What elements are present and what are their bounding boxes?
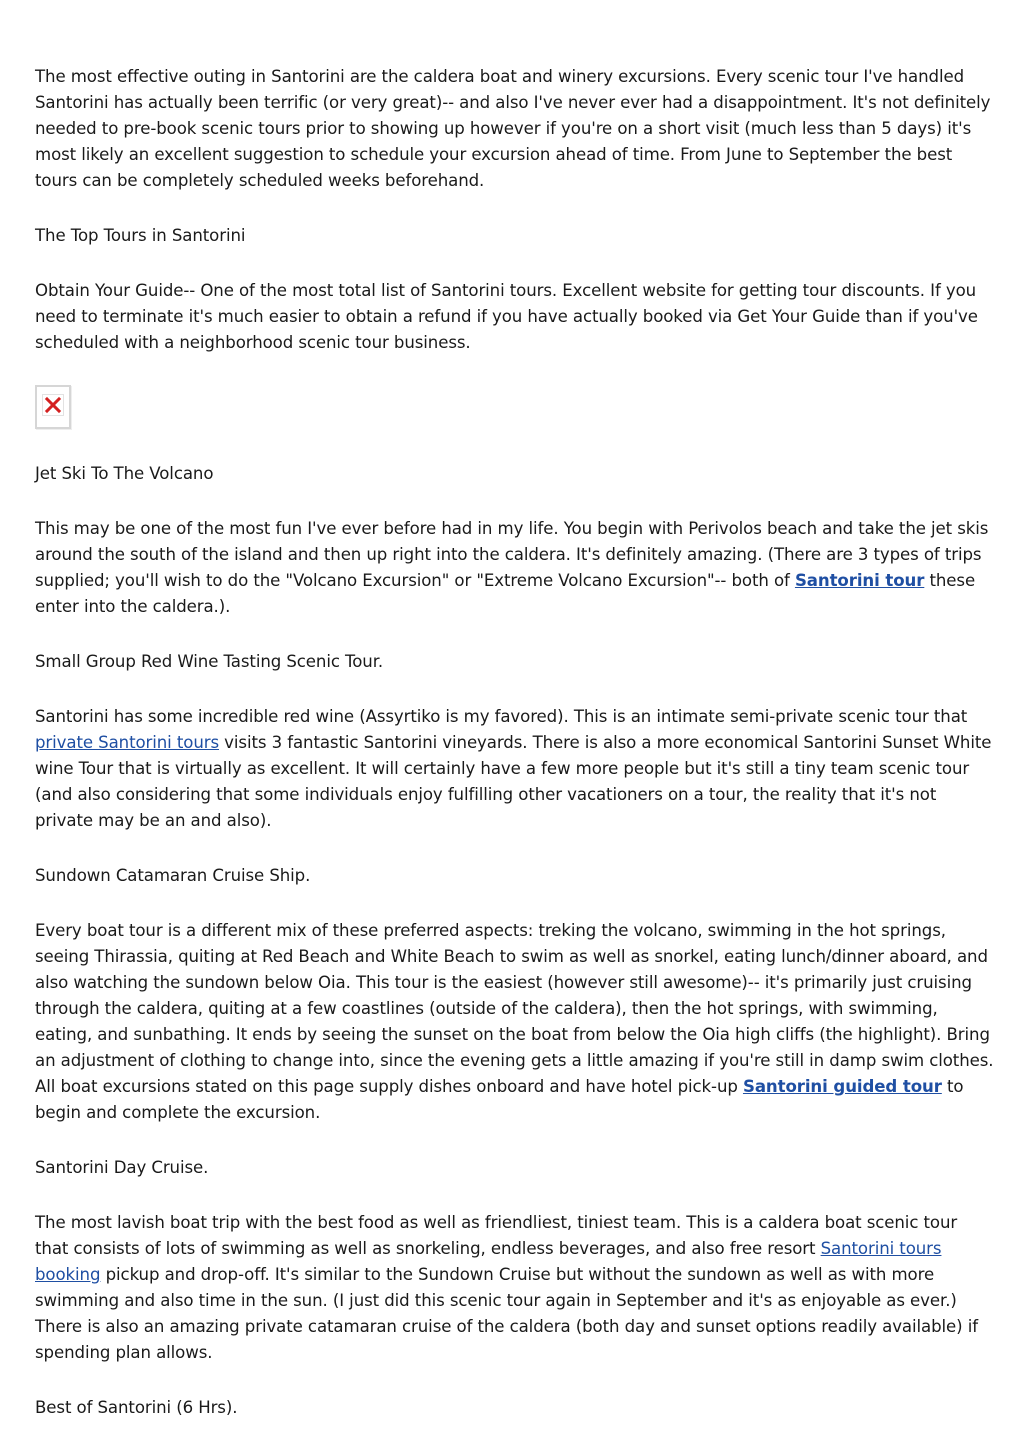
intro-paragraph: The most effective outing in Santorini are the caldera boat and winery excursions. Every scenic tour I've handled Santorini has actually been terrific (or very great)-- and also I've never ever had a disappointment. It's not definitely needed to pre-book scenic tours prior to showing up however if you're on a short visit (much less than 5 days) it's most likely an excellent suggestion to schedule your excursion ahead of time. From June to September the best tours can be completely scheduled weeks beforehand. [35,67,991,190]
day-cruise-paragraph [35,1210,995,1366]
section-heading-top-tours: The Top Tours in Santorini [35,226,246,245]
santorini-guided-tour-link[interactable]: Santorini guided tour [742,1077,942,1096]
day-cruise-text-after: pickup and drop-off. It's similar to the Sundown Cruise but without the sundown as well as with more swimming and also time in the sun. (I just did this scenic tour again in September and it's as enjoyable as ever.) There is also an amazing private catamaran cruise of the caldera (both day and sunset options readily available) if spending plan allows. [35,1265,978,1362]
sundown-cruise-paragraph [35,918,995,1126]
jet-ski-text-after: these enter into the caldera.). [35,571,976,616]
sundown-cruise-text-before: Every boat tour is a different mix of these preferred aspects: treking the volcano, swimming in the hot springs, seeing Thirassia, quiting at Red Beach and White Beach to swim as well as snorkel, eating lunch/dinner aboard, and also watching the sundown below Oia. This tour is the easiest (however still awesome)-- it's primarily just cruising through the caldera, quiting at a few coastlines (outside of the caldera), then the hot springs, with swimming, eating, and sunbathing. It ends by seeing the sunset on the boat from below the Oia high cliffs (the highlight). Bring an adjustment of clothing to change into, since the evening gets a little amazing if you're still in damp swim clothes. All boat excursions stated on this page supply dishes onboard and have hotel pick-up [35,921,994,1096]
wine-tour-paragraph [35,704,995,834]
section-heading-jet-ski: Jet Ski To The Volcano [35,464,214,483]
private-santorini-tours-link[interactable]: private Santorini tours [35,733,219,752]
day-cruise-text-before: The most lavish boat trip with the best food as well as friendliest, tiniest team. This is a caldera boat scenic tour that consists of lots of swimming as well as snorkeling, endless beverages, and also free resort [35,1213,958,1258]
section-heading-day-cruise: Santorini Day Cruise. [35,1158,209,1177]
sundown-cruise-text-after: to begin and complete the excursion. [35,1077,964,1122]
section-heading-sundown-cruise: Sundown Catamaran Cruise Ship. [35,866,311,885]
jet-ski-paragraph [35,516,995,620]
broken-image-icon [35,385,71,429]
get-your-guide-paragraph: Obtain Your Guide-- One of the most total list of Santorini tours. Excellent website for getting tour discounts. If you need to terminate it's much easier to obtain a refund if you have actually booked via Get Your Guide than if you've scheduled with a neighborhood scenic tour business. [35,281,978,352]
document-page [35,64,995,1450]
section-heading-best-of-santorini: Best of Santorini (6 Hrs). [35,1398,238,1417]
section-heading-wine-tour: Small Group Red Wine Tasting Scenic Tour. [35,652,384,671]
wine-tour-text-before: Santorini has some incredible red wine (Assyrtiko is my favored). This is an intimate semi-private scenic tour that [35,707,968,726]
santorini-tour-link[interactable]: Santorini tour [794,571,925,590]
jet-ski-text-before: This may be one of the most fun I've ever before had in my life. You begin with Perivolos beach and take the jet skis around the south of the island and then up right into the caldera. It's definitely amazing. (There are 3 types of trips supplied; you'll wish to do the "Volcano Excursion" or "Extreme Volcano Excursion"-- both of [35,519,989,590]
broken-image-x-icon [42,394,64,416]
wine-tour-text-after: visits 3 fantastic Santorini vineyards. There is also a more economical Santorini Sunset White wine Tour that is virtually as excellent. It will certainly have a few more people but it's still a tiny team scenic tour (and also considering that some individuals enjoy fulfilling other vacationers on a tour, the reality that it's not private may be an and also). [35,733,992,830]
santorini-tours-booking-link[interactable]: Santorini tours booking [35,1239,942,1284]
